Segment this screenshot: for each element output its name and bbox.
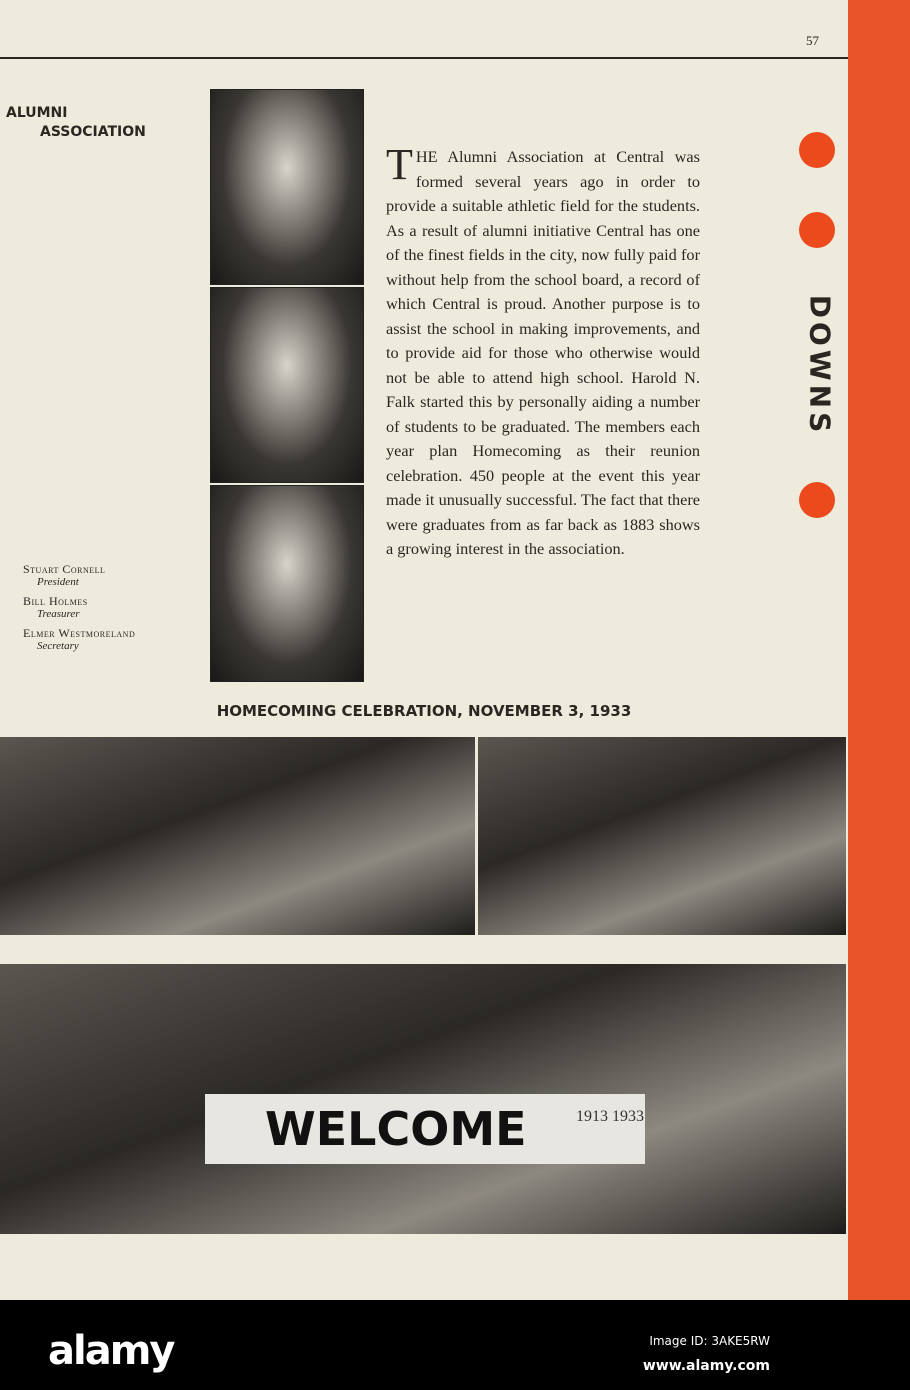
officer-title: Secretary [37,640,79,652]
body-text: HE Alumni Association at Central was formed several years ago in order to provide a suitable athletic field for the students. As a result of alumni initiative Central has one of the finest fields in the city, now fully paid for without help from the school board, a record of which Central is proud. Another purpose is to assist the school in making improvements, and to provide aid for those who otherwise would not be able to attend high school. Harold N. Falk started this by personally aiding a number of students to be graduated. The members each year plan Homecoming as their reunion celebration. 450 people at the event this year made it unusually successful. The fact that there were graduates from as far back as 1883 shows a growing interest in the association. [386,147,700,558]
orange-dot [799,212,835,248]
officer-caption [23,563,105,589]
heading-line: ASSOCIATION [40,124,146,140]
portrait-photo-treasurer [210,287,364,483]
side-title-text: DOWNS [803,294,837,436]
registration-photo [478,737,846,935]
site-link[interactable]: www.alamy.com [642,1358,770,1374]
homecoming-heading: HOMECOMING CELEBRATION, NOVEMBER 3, 1933 [216,702,632,720]
section-heading [6,104,146,142]
banner-text: WELCOME [205,1094,575,1164]
officer-caption [23,627,135,653]
banner-painting-photo [0,964,846,1234]
body-paragraph [386,140,700,562]
officer-caption [23,595,88,621]
heading-line: ALUMNI [6,105,68,121]
orange-side-strip [848,0,910,1300]
drop-cap: T [386,140,413,189]
watermark-footer [0,1300,910,1390]
officer-title: Treasurer [37,608,80,620]
orange-dot [799,482,835,518]
officer-title: President [37,576,79,588]
officer-name: Stuart Cornell [23,562,106,576]
banner-years: 1913 1933 [575,1094,645,1164]
orange-dot [799,132,835,168]
top-rule [0,57,848,59]
image-id: Image ID: 3AKE5RW [649,1334,770,1348]
officer-name: Bill Holmes [23,594,88,608]
portrait-photo-secretary [210,485,364,682]
officer-name: Elmer Westmoreland [23,626,136,640]
alamy-logo: alamy [48,1328,174,1374]
page-number: 57 [806,33,819,48]
side-title [780,280,860,450]
portrait-photo-president [210,89,364,285]
banquet-photo [0,737,475,935]
